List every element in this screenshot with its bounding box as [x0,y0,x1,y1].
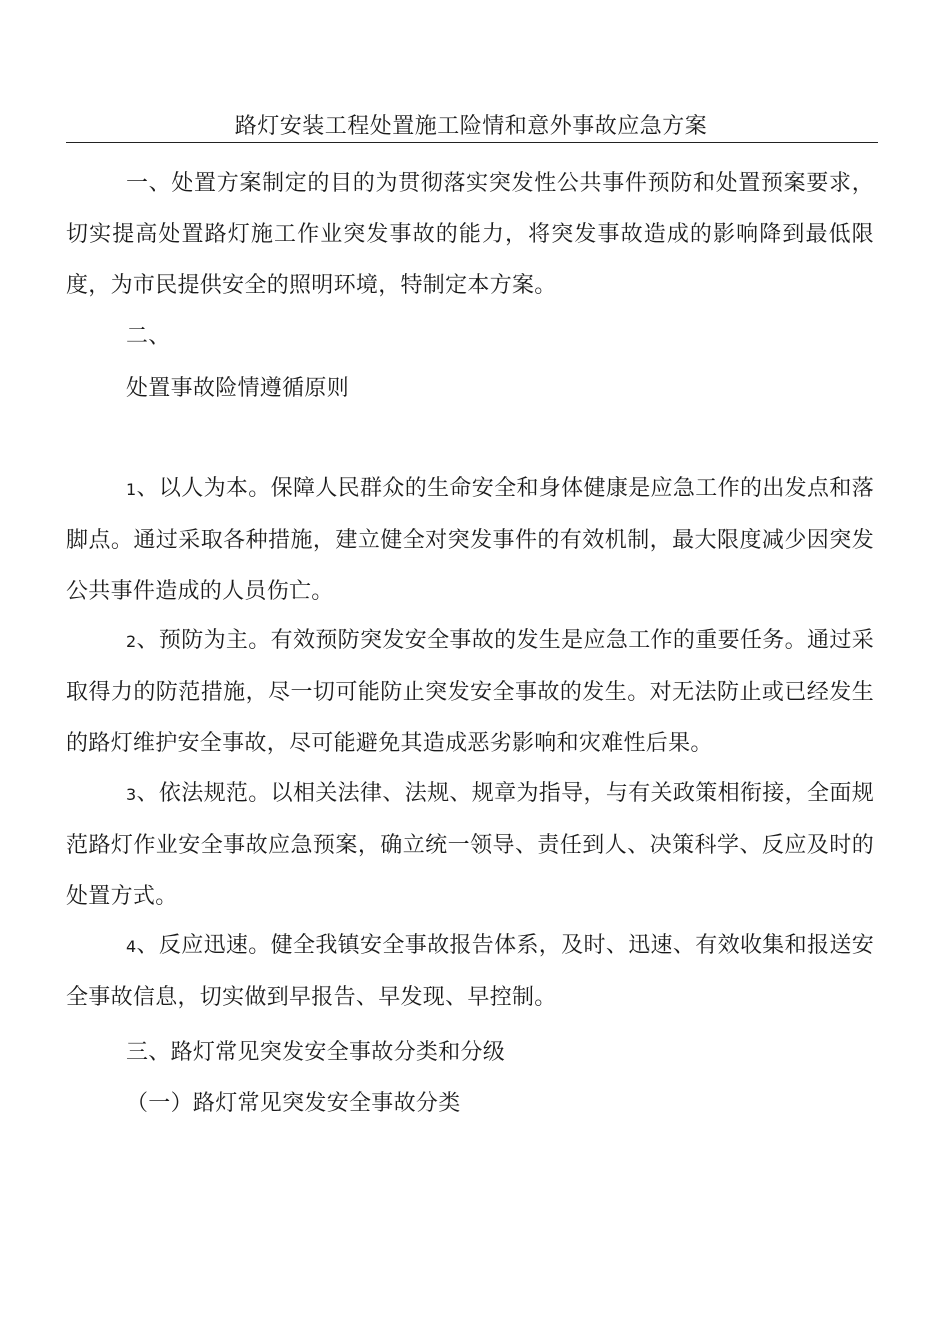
principle-item-4 [66,920,874,1023]
section-3-heading: 三、路灯常见突发安全事故分类和分级 [126,1040,506,1065]
title-underline [66,142,878,143]
principle-item-3 [66,768,874,922]
principle-number: 2 [126,632,137,651]
section-2-heading: 处置事故险情遵循原则 [126,376,350,401]
principle-item-1 [66,463,874,617]
section-2-number: 二、 [126,324,171,349]
principle-text: 、预防为主。有效预防突发安全事故的发生是应急工作的重要任务。通过采取得力的防范措施，尽一切可能防止突发安全事故的发生。对无法防止或已经发生的路灯维护安全事故，尽可能避免其造成恶劣影响和灾难性后果。 [66,628,874,756]
principle-item-2 [66,615,874,769]
principle-text: 、依法规范。以相关法律、法规、规章为指导，与有关政策相衔接，全面规范路灯作业安全事故应急预案，确立统一领导、责任到人、决策科学、反应及时的处置方式。 [66,781,874,909]
section-3-subheading-1: （一）路灯常见突发安全事故分类 [126,1091,461,1116]
section-1-paragraph: 一、处置方案制定的目的为贯彻落实突发性公共事件预防和处置预案要求，切实提高处置路灯施工作业突发事故的能力，将突发事故造成的影响降到最低限度，为市民提供安全的照明环境，特制定本方案。 [66,171,874,298]
principle-number: 4 [126,937,137,956]
principle-text: 、反应迅速。健全我镇安全事故报告体系，及时、迅速、有效收集和报送安全事故信息，切实做到早报告、早发现、早控制。 [66,933,874,1010]
principle-number: 3 [126,785,137,804]
document-title: 路灯安装工程处置施工险情和意外事故应急方案 [234,114,708,139]
principle-text: 、以人为本。保障人民群众的生命安全和身体健康是应急工作的出发点和落脚点。通过采取各种措施，建立健全对突发事件的有效机制，最大限度减少因突发公共事件造成的人员伤亡。 [66,476,874,604]
principle-number: 1 [126,480,137,499]
